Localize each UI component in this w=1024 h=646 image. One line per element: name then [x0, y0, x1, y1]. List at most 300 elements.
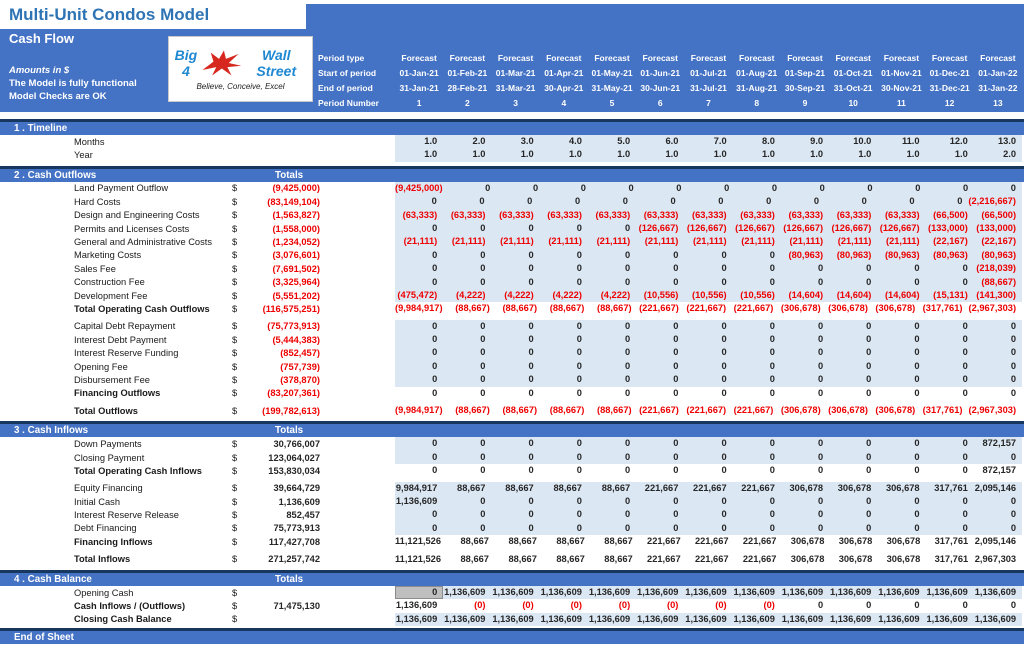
data-cell[interactable]: 1,136,609: [685, 613, 727, 624]
data-cell[interactable]: 88,667: [508, 536, 537, 547]
data-cell[interactable]: 0: [769, 347, 775, 358]
data-cell[interactable]: 88,667: [505, 482, 534, 493]
data-cell[interactable]: (21,111): [644, 236, 679, 247]
data-cell[interactable]: 3.0: [520, 136, 534, 146]
data-cell[interactable]: 0: [769, 263, 775, 274]
data-cell[interactable]: 0: [432, 387, 438, 398]
data-cell[interactable]: 0: [528, 249, 534, 260]
data-cell[interactable]: 1,136,609: [637, 613, 679, 624]
data-cell[interactable]: 0: [914, 438, 920, 449]
data-cell[interactable]: 0: [576, 263, 582, 274]
data-cell[interactable]: 0: [817, 374, 824, 385]
period-header-cell[interactable]: Forecast: [594, 52, 630, 63]
period-header-cell[interactable]: 31-Dec-21: [929, 82, 970, 93]
data-cell[interactable]: 9.0: [810, 136, 824, 146]
data-cell[interactable]: 1,136,609: [733, 613, 775, 624]
data-cell[interactable]: 1.0: [858, 149, 872, 160]
data-cell[interactable]: 2,095,146: [974, 482, 1017, 493]
data-cell[interactable]: 1.0: [520, 149, 534, 160]
data-cell[interactable]: 1.0: [906, 149, 920, 160]
row-label[interactable]: Total Operating Cash Inflows: [74, 465, 202, 476]
row-total-cell[interactable]: 39,664,729: [273, 483, 320, 494]
row-label[interactable]: Equity Financing: [74, 483, 143, 494]
data-cell[interactable]: (63,333): [499, 209, 534, 220]
data-cell[interactable]: 0: [528, 334, 534, 345]
row-label[interactable]: Interest Reserve Funding: [74, 348, 179, 359]
data-cell[interactable]: 0: [431, 196, 437, 207]
data-cell[interactable]: 1,136,609: [878, 586, 920, 597]
data-cell[interactable]: 221,667: [693, 482, 727, 493]
data-cell[interactable]: 0: [480, 509, 486, 520]
data-cell[interactable]: 0: [914, 451, 920, 462]
period-header-cell[interactable]: 7: [706, 97, 711, 108]
row-total-cell[interactable]: (75,773,913): [267, 321, 320, 332]
data-cell[interactable]: (88,667): [981, 276, 1017, 287]
row-total-cell[interactable]: (83,207,361): [267, 388, 320, 399]
row-total-cell[interactable]: 852,457: [286, 510, 320, 521]
period-header-cell[interactable]: 4: [561, 97, 567, 108]
data-cell[interactable]: 0: [576, 334, 582, 345]
data-cell[interactable]: 0: [866, 374, 872, 385]
data-cell[interactable]: 0: [670, 196, 676, 207]
data-cell[interactable]: 0: [769, 360, 775, 371]
data-cell[interactable]: (133,000): [976, 222, 1017, 233]
data-cell[interactable]: 0: [480, 495, 486, 506]
data-cell[interactable]: 0: [914, 387, 920, 398]
data-cell[interactable]: 0: [962, 438, 968, 449]
data-cell[interactable]: 0: [576, 522, 582, 533]
data-cell[interactable]: 0: [817, 451, 824, 462]
data-cell[interactable]: 0: [721, 451, 727, 462]
data-cell[interactable]: 13.0: [997, 136, 1017, 146]
data-cell[interactable]: 2,967,303: [974, 553, 1017, 564]
row-label[interactable]: Total Operating Cash Outflows: [74, 303, 210, 314]
data-cell[interactable]: (141,300): [976, 289, 1017, 300]
row-label[interactable]: Capital Debt Repayment: [74, 321, 176, 332]
data-cell[interactable]: 0: [673, 465, 679, 476]
data-cell[interactable]: 0: [909, 196, 915, 207]
data-cell[interactable]: 0: [625, 495, 631, 506]
data-cell[interactable]: 0: [866, 438, 872, 449]
data-cell[interactable]: 0: [432, 347, 438, 358]
data-cell[interactable]: (0): [667, 600, 679, 611]
data-cell[interactable]: 0: [867, 182, 873, 193]
data-cell[interactable]: (22,167): [933, 236, 968, 247]
data-cell[interactable]: 0: [962, 387, 968, 398]
data-cell[interactable]: 0: [676, 182, 682, 193]
data-cell[interactable]: 1,136,609: [492, 586, 534, 597]
data-cell[interactable]: 88,667: [556, 536, 585, 547]
period-header-cell[interactable]: 01-Jan-21: [399, 67, 439, 78]
data-cell[interactable]: 0: [962, 600, 968, 611]
data-cell[interactable]: 88,667: [460, 553, 489, 564]
period-header-cell[interactable]: Forecast: [642, 52, 678, 63]
data-cell[interactable]: 0: [673, 334, 679, 345]
data-cell[interactable]: 0: [395, 586, 443, 599]
data-cell[interactable]: (4,222): [456, 289, 486, 300]
row-total-cell[interactable]: 1,136,609: [278, 496, 320, 507]
data-cell[interactable]: (88,667): [455, 303, 490, 314]
data-cell[interactable]: 0: [866, 600, 872, 611]
data-cell[interactable]: 0: [528, 451, 534, 462]
data-cell[interactable]: 0: [625, 451, 631, 462]
data-cell[interactable]: 1.0: [424, 136, 438, 146]
data-cell[interactable]: (21,111): [548, 236, 582, 247]
data-cell[interactable]: 0: [532, 182, 539, 193]
data-cell[interactable]: 0: [625, 465, 631, 476]
data-cell[interactable]: (80,963): [933, 249, 968, 260]
data-cell[interactable]: (88,667): [549, 303, 585, 314]
data-cell[interactable]: 0: [673, 360, 679, 371]
period-header-cell[interactable]: 30-Jun-21: [640, 82, 681, 93]
data-cell[interactable]: 0: [528, 522, 534, 533]
data-cell[interactable]: 1,136,609: [829, 613, 872, 624]
data-cell[interactable]: (80,963): [836, 249, 872, 260]
period-header-cell[interactable]: 01-Jun-21: [640, 67, 681, 78]
period-header-cell[interactable]: Forecast: [690, 52, 727, 63]
row-label[interactable]: Total Outflows: [74, 405, 138, 416]
data-cell[interactable]: 5.0: [617, 136, 631, 146]
data-cell[interactable]: 0: [480, 263, 486, 274]
data-cell[interactable]: 1,136,609: [395, 613, 438, 624]
data-cell[interactable]: 0: [866, 509, 872, 520]
data-cell[interactable]: 0: [866, 263, 872, 274]
row-total-cell[interactable]: (1,558,000): [272, 223, 320, 234]
data-cell[interactable]: 1,136,609: [781, 586, 824, 597]
data-cell[interactable]: (14,604): [836, 289, 872, 300]
data-cell[interactable]: 0: [769, 276, 775, 287]
data-cell[interactable]: 0: [480, 522, 486, 533]
period-header-cell[interactable]: 6: [657, 97, 663, 108]
row-label[interactable]: Cash Inflows / (Outflows): [74, 601, 186, 612]
data-cell[interactable]: 0: [769, 374, 775, 385]
data-cell[interactable]: 0: [771, 182, 778, 193]
data-cell[interactable]: (2,216,667): [968, 196, 1016, 207]
data-cell[interactable]: 0: [914, 465, 920, 476]
data-cell[interactable]: (221,667): [733, 405, 774, 416]
row-total-cell[interactable]: (1,563,827): [272, 210, 320, 221]
data-cell[interactable]: 0: [576, 465, 582, 476]
data-cell[interactable]: 0: [914, 495, 920, 506]
data-cell[interactable]: (63,333): [692, 209, 727, 220]
data-cell[interactable]: 0: [817, 522, 824, 533]
period-header-cell[interactable]: 01-Aug-21: [736, 67, 778, 78]
data-cell[interactable]: 306,678: [886, 536, 921, 547]
row-label[interactable]: Sales Fee: [74, 263, 116, 274]
data-cell[interactable]: 0: [528, 465, 534, 476]
data-cell[interactable]: 0: [625, 387, 631, 398]
row-label[interactable]: Total Inflows: [74, 554, 131, 565]
data-cell[interactable]: 88,667: [508, 553, 537, 564]
data-cell[interactable]: 0: [576, 374, 582, 385]
data-cell[interactable]: 0: [721, 360, 727, 371]
data-cell[interactable]: 1.0: [665, 149, 679, 160]
data-cell[interactable]: 306,678: [838, 553, 873, 564]
data-cell[interactable]: (10,556): [740, 289, 775, 300]
row-label[interactable]: Design and Engineering Costs: [74, 210, 200, 221]
data-cell[interactable]: 1.0: [810, 149, 824, 160]
data-cell[interactable]: 0: [528, 387, 534, 398]
period-header-cell[interactable]: 01-Apr-21: [544, 67, 584, 78]
data-cell[interactable]: (21,111): [885, 236, 920, 247]
period-header-cell[interactable]: 30-Sep-21: [784, 82, 826, 93]
data-cell[interactable]: 0: [866, 387, 872, 398]
data-cell[interactable]: 0: [432, 334, 438, 345]
data-cell[interactable]: 88,667: [604, 536, 633, 547]
data-cell[interactable]: 0: [1010, 360, 1017, 371]
period-header-cell[interactable]: 01-Sep-21: [784, 67, 826, 78]
data-cell[interactable]: 0: [721, 320, 727, 331]
data-cell[interactable]: 221,667: [694, 553, 729, 564]
row-label[interactable]: Land Payment Outflow: [74, 183, 169, 194]
data-cell[interactable]: (221,667): [639, 303, 679, 314]
data-cell[interactable]: 0: [769, 522, 775, 533]
data-cell[interactable]: 0: [962, 495, 968, 506]
data-cell[interactable]: 0: [866, 451, 872, 462]
data-cell[interactable]: 0: [914, 263, 920, 274]
row-label[interactable]: Closing Payment: [74, 452, 145, 463]
data-cell[interactable]: 0: [625, 222, 631, 233]
data-cell[interactable]: 0: [1010, 374, 1017, 385]
row-total-cell[interactable]: 30,766,007: [273, 439, 320, 450]
period-header-cell[interactable]: 01-Dec-21: [929, 67, 970, 78]
data-cell[interactable]: (63,333): [547, 209, 582, 220]
data-cell[interactable]: 0: [914, 509, 920, 520]
data-cell[interactable]: 7.0: [713, 136, 727, 146]
data-cell[interactable]: 1,136,609: [926, 613, 968, 624]
data-cell[interactable]: 0: [528, 276, 534, 287]
data-cell[interactable]: (88,667): [596, 303, 632, 314]
data-cell[interactable]: 0: [861, 196, 867, 207]
row-total-cell[interactable]: (83,149,104): [267, 196, 320, 207]
data-cell[interactable]: 1,136,609: [444, 586, 486, 597]
data-cell[interactable]: 0: [724, 182, 730, 193]
data-cell[interactable]: 0: [1010, 334, 1017, 345]
data-cell[interactable]: 1,136,609: [492, 613, 534, 624]
row-label[interactable]: Opening Fee: [74, 361, 128, 372]
data-cell[interactable]: (21,111): [837, 236, 872, 247]
data-cell[interactable]: 1.0: [713, 149, 727, 160]
data-cell[interactable]: (133,000): [928, 222, 968, 233]
data-cell[interactable]: 0: [432, 465, 438, 476]
data-cell[interactable]: (88,667): [549, 405, 585, 416]
data-cell[interactable]: 0: [480, 360, 486, 371]
data-cell[interactable]: (221,667): [639, 405, 679, 416]
data-cell[interactable]: 0: [576, 276, 582, 287]
row-total-cell[interactable]: (757,739): [280, 361, 320, 372]
data-cell[interactable]: 0: [622, 196, 628, 207]
data-cell[interactable]: 317,761: [934, 553, 969, 564]
data-cell[interactable]: 0: [866, 465, 872, 476]
data-cell[interactable]: 0: [817, 495, 824, 506]
data-cell[interactable]: 221,667: [694, 536, 729, 547]
data-cell[interactable]: 0: [1010, 495, 1017, 506]
data-cell[interactable]: 0: [625, 263, 631, 274]
period-header-cell[interactable]: Forecast: [401, 52, 437, 63]
period-header-cell[interactable]: 13: [993, 97, 1003, 108]
row-label[interactable]: Closing Cash Balance: [74, 614, 172, 625]
data-cell[interactable]: (9,425,000): [395, 182, 443, 193]
data-cell[interactable]: 0: [866, 276, 872, 287]
data-cell[interactable]: (80,963): [981, 249, 1017, 260]
row-label[interactable]: Down Payments: [74, 439, 142, 450]
period-header-cell[interactable]: 2: [464, 97, 470, 108]
period-header-cell[interactable]: 3: [513, 97, 518, 108]
data-cell[interactable]: 1,136,609: [733, 586, 775, 597]
data-cell[interactable]: 0: [1010, 509, 1017, 520]
data-cell[interactable]: (63,333): [643, 209, 679, 220]
data-cell[interactable]: (63,333): [740, 209, 775, 220]
row-label[interactable]: Year: [74, 150, 93, 161]
row-total-cell[interactable]: 153,830,034: [268, 465, 320, 476]
data-cell[interactable]: 0: [432, 320, 438, 331]
data-cell[interactable]: 0: [480, 374, 486, 385]
data-cell[interactable]: 0: [576, 222, 582, 233]
data-cell[interactable]: 1,136,609: [540, 613, 582, 624]
data-cell[interactable]: (218,039): [976, 263, 1017, 274]
data-cell[interactable]: (4,222): [504, 289, 534, 300]
data-cell[interactable]: 0: [673, 387, 679, 398]
data-cell[interactable]: 0: [962, 334, 968, 345]
data-cell[interactable]: 2,095,146: [974, 536, 1017, 547]
row-total-cell[interactable]: (3,076,601): [272, 250, 320, 261]
data-cell[interactable]: 88,667: [460, 536, 489, 547]
data-cell[interactable]: 0: [673, 276, 679, 287]
row-total-cell[interactable]: 123,064,027: [268, 452, 320, 463]
data-cell[interactable]: 0: [817, 509, 824, 520]
data-cell[interactable]: 0: [721, 374, 727, 385]
row-label[interactable]: Opening Cash: [74, 587, 134, 598]
data-cell[interactable]: (88,667): [502, 303, 538, 314]
data-cell[interactable]: 0: [721, 387, 727, 398]
data-cell[interactable]: 872,157: [982, 465, 1017, 476]
period-header-cell[interactable]: 01-Jul-21: [690, 67, 727, 78]
data-cell[interactable]: 0: [673, 438, 679, 449]
period-header-cell[interactable]: 8: [754, 97, 760, 108]
data-cell[interactable]: 0: [721, 249, 727, 260]
data-cell[interactable]: 0: [528, 360, 534, 371]
data-cell[interactable]: (80,963): [884, 249, 920, 260]
data-cell[interactable]: 306,678: [885, 482, 920, 493]
data-cell[interactable]: 0: [625, 374, 631, 385]
data-cell[interactable]: 8.0: [761, 136, 775, 146]
period-header-cell[interactable]: 9: [802, 97, 808, 108]
data-cell[interactable]: 1.0: [617, 149, 631, 160]
data-cell[interactable]: 0: [817, 387, 824, 398]
data-cell[interactable]: (10,556): [692, 289, 727, 300]
data-cell[interactable]: 0: [625, 347, 631, 358]
data-cell[interactable]: (14,604): [884, 289, 920, 300]
row-total-cell[interactable]: (7,691,502): [272, 263, 320, 274]
period-header-cell[interactable]: 01-May-21: [591, 67, 633, 78]
data-cell[interactable]: 317,761: [934, 482, 968, 493]
row-total-cell[interactable]: 117,427,708: [268, 536, 320, 547]
data-cell[interactable]: 0: [817, 334, 824, 345]
data-cell[interactable]: 0: [673, 451, 679, 462]
data-cell[interactable]: (21,111): [451, 236, 486, 247]
data-cell[interactable]: 11,121,526: [395, 553, 442, 564]
data-cell[interactable]: 221,667: [742, 553, 777, 564]
period-header-cell[interactable]: 31-Jan-22: [978, 82, 1018, 93]
data-cell[interactable]: (88,667): [455, 405, 490, 416]
data-cell[interactable]: 88,667: [604, 553, 633, 564]
data-cell[interactable]: 1.0: [424, 149, 438, 160]
data-cell[interactable]: 0: [432, 438, 438, 449]
data-cell[interactable]: 0: [914, 600, 920, 611]
period-header-cell[interactable]: Forecast: [787, 52, 823, 63]
data-cell[interactable]: 0: [576, 438, 582, 449]
period-header-cell[interactable]: Forecast: [931, 52, 968, 63]
data-cell[interactable]: 221,667: [742, 536, 777, 547]
data-cell[interactable]: (0): [715, 600, 727, 611]
data-cell[interactable]: (63,333): [450, 209, 486, 220]
data-cell[interactable]: 0: [432, 276, 438, 287]
data-cell[interactable]: 0: [769, 495, 775, 506]
data-cell[interactable]: 0: [480, 465, 486, 476]
data-cell[interactable]: (221,667): [686, 303, 727, 314]
data-cell[interactable]: 0: [480, 222, 486, 233]
data-cell[interactable]: (9,984,917): [395, 303, 443, 314]
data-cell[interactable]: (66,500): [981, 209, 1017, 220]
row-label[interactable]: Months: [74, 136, 105, 147]
data-cell[interactable]: 0: [962, 522, 968, 533]
data-cell[interactable]: (126,667): [686, 222, 727, 233]
data-cell[interactable]: 0: [628, 182, 634, 193]
data-cell[interactable]: 0: [962, 347, 968, 358]
data-cell[interactable]: 1,136,609: [395, 600, 438, 611]
data-cell[interactable]: (306,678): [828, 303, 868, 314]
data-cell[interactable]: 0: [480, 334, 486, 345]
data-cell[interactable]: (126,667): [879, 222, 920, 233]
data-cell[interactable]: 1,136,609: [974, 613, 1017, 624]
data-cell[interactable]: 306,678: [886, 553, 921, 564]
data-cell[interactable]: 0: [485, 182, 491, 193]
data-cell[interactable]: 0: [576, 451, 582, 462]
data-cell[interactable]: 0: [432, 360, 438, 371]
data-cell[interactable]: 0: [769, 334, 775, 345]
data-cell[interactable]: 1.0: [761, 149, 775, 160]
data-cell[interactable]: (4,222): [552, 289, 582, 300]
data-cell[interactable]: (2,967,303): [968, 405, 1017, 416]
data-cell[interactable]: (88,667): [502, 405, 538, 416]
row-total-cell[interactable]: (852,457): [280, 348, 320, 359]
data-cell[interactable]: (306,678): [875, 405, 916, 416]
data-cell[interactable]: (221,667): [686, 405, 727, 416]
data-cell[interactable]: 0: [962, 465, 968, 476]
period-header-cell[interactable]: 31-Mar-21: [495, 82, 536, 93]
data-cell[interactable]: 0: [962, 360, 968, 371]
period-header-cell[interactable]: 28-Feb-21: [447, 82, 488, 93]
data-cell[interactable]: 11.0: [901, 136, 920, 146]
data-cell[interactable]: 1.0: [472, 149, 486, 160]
data-cell[interactable]: 0: [914, 334, 920, 345]
data-cell[interactable]: 0: [528, 438, 534, 449]
data-cell[interactable]: 0: [1010, 387, 1017, 398]
row-label[interactable]: Marketing Costs: [74, 250, 142, 261]
period-header-cell[interactable]: 01-Nov-21: [881, 67, 922, 78]
data-cell[interactable]: 0: [914, 522, 920, 533]
data-cell[interactable]: (475,472): [397, 289, 438, 300]
data-cell[interactable]: 0: [866, 495, 872, 506]
row-total-cell[interactable]: 271,257,742: [268, 554, 320, 565]
data-cell[interactable]: 0: [962, 182, 969, 193]
row-label[interactable]: Disbursement Fee: [74, 374, 150, 385]
data-cell[interactable]: 0: [962, 509, 968, 520]
row-label[interactable]: Financing Outflows: [74, 388, 161, 399]
data-cell[interactable]: 0: [528, 509, 534, 520]
data-cell[interactable]: (21,111): [500, 236, 534, 247]
data-cell[interactable]: (10,556): [643, 289, 679, 300]
